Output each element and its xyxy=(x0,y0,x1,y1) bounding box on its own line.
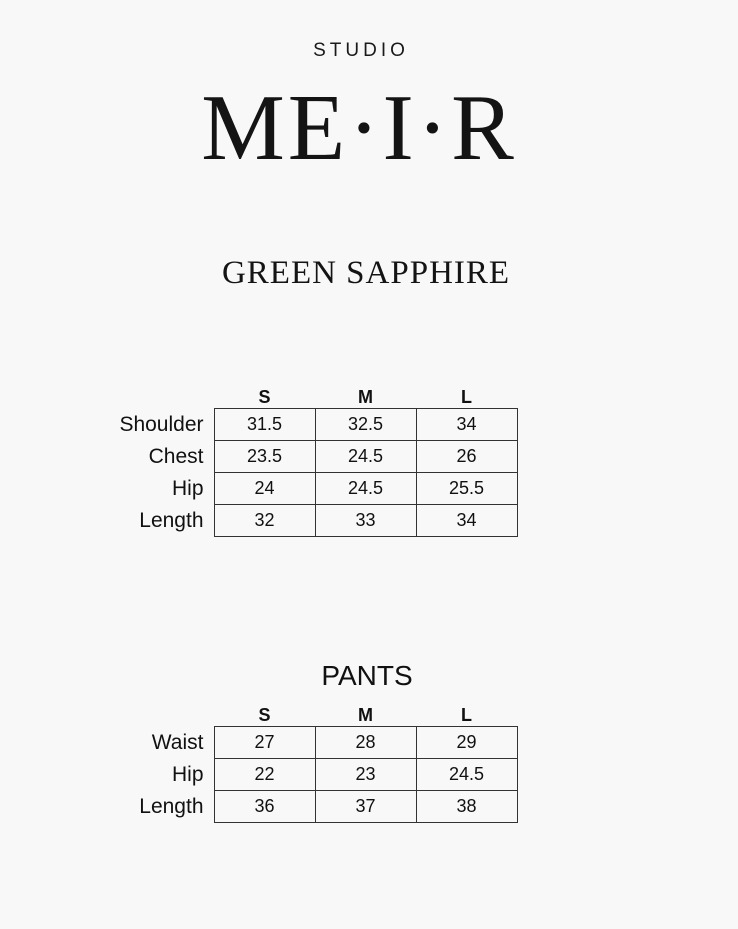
table-cell: 31.5 xyxy=(214,409,315,441)
row-label-hip: Hip xyxy=(171,476,204,500)
row-label-hip: Hip xyxy=(171,762,204,786)
table-row xyxy=(100,409,517,441)
table-cell: 32.5 xyxy=(315,409,416,441)
table-cell: 34 xyxy=(416,409,517,441)
row-label-waist: Waist xyxy=(151,730,204,754)
brand-logo: ME·I·R xyxy=(201,76,517,180)
size-header-l: L xyxy=(461,387,472,407)
size-header-m: M xyxy=(358,387,373,407)
row-label-length: Length xyxy=(139,794,204,818)
size-header-s: S xyxy=(258,387,271,407)
table-cell: 24 xyxy=(214,473,315,505)
brand-studio-text: STUDIO xyxy=(313,40,409,61)
table-cell: 24.5 xyxy=(416,759,517,791)
header-corner xyxy=(100,704,214,727)
size-header-l: L xyxy=(461,705,472,725)
table-cell: 25.5 xyxy=(416,473,517,505)
table-cell: 27 xyxy=(214,727,315,759)
table-row xyxy=(100,505,517,537)
table-cell: 22 xyxy=(214,759,315,791)
size-header-row xyxy=(100,704,517,727)
size-header-m: M xyxy=(358,705,373,725)
table-row xyxy=(100,473,517,505)
table-cell: 38 xyxy=(416,791,517,823)
size-header-s: S xyxy=(258,705,271,725)
table-cell: 33 xyxy=(315,505,416,537)
table-cell: 37 xyxy=(315,791,416,823)
table-row xyxy=(100,791,517,823)
table-row xyxy=(100,441,517,473)
table-cell: 36 xyxy=(214,791,315,823)
table-cell: 28 xyxy=(315,727,416,759)
table-cell: 23.5 xyxy=(214,441,315,473)
row-label-length: Length xyxy=(139,508,204,532)
table-row xyxy=(100,727,517,759)
pants-section-title: PANTS xyxy=(321,660,413,691)
row-label-shoulder: Shoulder xyxy=(119,412,204,436)
size-header-row xyxy=(100,386,517,409)
table-cell: 34 xyxy=(416,505,517,537)
pants-size-chart xyxy=(100,704,518,823)
table-cell: 24.5 xyxy=(315,473,416,505)
table-row xyxy=(100,759,517,791)
table-cell: 32 xyxy=(214,505,315,537)
table-cell: 24.5 xyxy=(315,441,416,473)
table-cell: 26 xyxy=(416,441,517,473)
header-corner xyxy=(100,386,214,409)
table-cell: 23 xyxy=(315,759,416,791)
row-label-chest: Chest xyxy=(148,444,204,468)
top-size-chart xyxy=(100,386,518,537)
product-title: GREEN SAPPHIRE xyxy=(221,255,511,291)
table-cell: 29 xyxy=(416,727,517,759)
